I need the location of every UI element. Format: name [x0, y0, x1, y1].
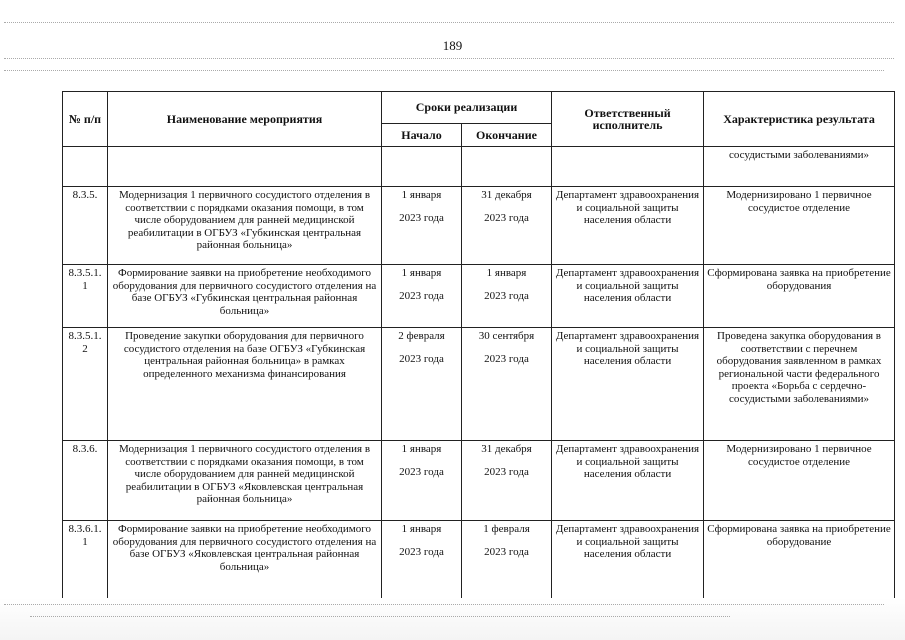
end-year: 2023 года — [484, 545, 529, 558]
row-responsible: Департамент здравоохранения и социальной защиты населения области — [552, 187, 704, 265]
table-row — [63, 521, 895, 607]
start-day: 2 февраля — [398, 330, 445, 342]
row-end — [462, 441, 552, 521]
row-responsible: Департамент здравоохранения и социальной защиты населения области — [552, 441, 704, 521]
end-day: 31 декабря — [481, 443, 532, 455]
header-result: Характеристика результата — [704, 92, 895, 147]
scan-noise-top — [4, 22, 894, 23]
row-name: Модернизация 1 первичного сосудистого отделения в соответствии с порядками оказания помощи, в том числе оборудованием для ранней медицинской реабилитации в ОГБУЗ «Яковлевская центральная районная больница» — [108, 441, 382, 521]
end-year: 2023 года — [484, 211, 529, 224]
row-result: Проведена закупка оборудования в соответствии с перечнем оборудования заявленном в рамках региональной части федерального проекта «Борьба с сердечно-сосудистыми заболеваниями» — [704, 328, 895, 441]
page-number: 189 — [442, 38, 463, 53]
row-responsible: Департамент здравоохранения и социальной защиты населения области — [552, 265, 704, 328]
end-day: 1 января — [486, 267, 527, 279]
table-header-row — [63, 92, 895, 124]
start-year: 2023 года — [399, 545, 444, 558]
row-end — [462, 187, 552, 265]
scan-noise-top-2 — [4, 58, 894, 59]
header-name: Наименование мероприятия — [108, 92, 382, 147]
table-row — [63, 147, 895, 187]
row-end — [462, 265, 552, 328]
start-year: 2023 года — [399, 211, 444, 224]
row-end — [462, 328, 552, 441]
row-name: Проведение закупки оборудования для первичного сосудистого отделения на базе ОГБУЗ «Губкинская центральная районная больница» в рамках определенного механизма финансирования — [108, 328, 382, 441]
row-start — [382, 328, 462, 441]
start-year: 2023 года — [399, 289, 444, 302]
plan-table — [62, 91, 895, 607]
scan-noise-top-3 — [4, 70, 884, 71]
header-start: Начало — [382, 124, 462, 147]
start-day: 1 января — [401, 443, 442, 455]
start-year: 2023 года — [399, 465, 444, 478]
row-num: 8.3.6. — [63, 441, 108, 521]
row-num: 8.3.5. — [63, 187, 108, 265]
end-day: 31 декабря — [481, 189, 532, 201]
row-start — [382, 187, 462, 265]
row-num: 8.3.6.1.1 — [63, 521, 108, 607]
scan-noise-bottom-2 — [30, 616, 730, 617]
row-result: Модернизировано 1 первичное сосудистое отделение — [704, 187, 895, 265]
row-start — [382, 441, 462, 521]
end-year: 2023 года — [484, 289, 529, 302]
row-result: сосудистыми заболеваниями» — [704, 147, 895, 187]
table-row — [63, 265, 895, 328]
table-row — [63, 328, 895, 441]
row-name — [108, 147, 382, 187]
start-day: 1 января — [401, 523, 442, 535]
start-day: 1 января — [401, 189, 442, 201]
row-start — [382, 265, 462, 328]
header-responsible: Ответственный исполнитель — [552, 92, 704, 147]
start-year: 2023 года — [399, 352, 444, 365]
end-year: 2023 года — [484, 352, 529, 365]
row-responsible: Департамент здравоохранения и социальной защиты населения области — [552, 521, 704, 607]
row-name: Формирование заявки на приобретение необходимого оборудования для первичного сосудистого отделения на базе ОГБУЗ «Яковлевская центральная районная больница» — [108, 521, 382, 607]
end-day: 1 февраля — [483, 523, 530, 535]
scan-noise-bottom — [4, 604, 884, 605]
row-end — [462, 147, 552, 187]
header-num: № п/п — [63, 92, 108, 147]
row-start — [382, 147, 462, 187]
row-num: 8.3.5.1.1 — [63, 265, 108, 328]
start-day: 1 января — [401, 267, 442, 279]
row-start — [382, 521, 462, 607]
header-terms: Сроки реализации — [382, 92, 552, 124]
row-result: Сформирована заявка на приобретение оборудование — [704, 521, 895, 607]
row-num: 8.3.5.1.2 — [63, 328, 108, 441]
row-name: Формирование заявки на приобретение необходимого оборудования для первичного сосудистого отделения на базе ОГБУЗ «Губкинская центральная районная больница» — [108, 265, 382, 328]
row-end — [462, 521, 552, 607]
header-end: Окончание — [462, 124, 552, 147]
row-name: Модернизация 1 первичного сосудистого отделения в соответствии с порядками оказания помощи, в том числе оборудованием для ранней медицинской реабилитации в ОГБУЗ «Губкинская центральная районная больница» — [108, 187, 382, 265]
row-result: Сформирована заявка на приобретение оборудования — [704, 265, 895, 328]
row-num — [63, 147, 108, 187]
table-row — [63, 441, 895, 521]
end-day: 30 сентября — [478, 330, 535, 342]
row-responsible: Департамент здравоохранения и социальной защиты населения области — [552, 328, 704, 441]
row-result: Модернизировано 1 первичное сосудистое отделение — [704, 441, 895, 521]
row-responsible — [552, 147, 704, 187]
end-year: 2023 года — [484, 465, 529, 478]
table-row — [63, 187, 895, 265]
